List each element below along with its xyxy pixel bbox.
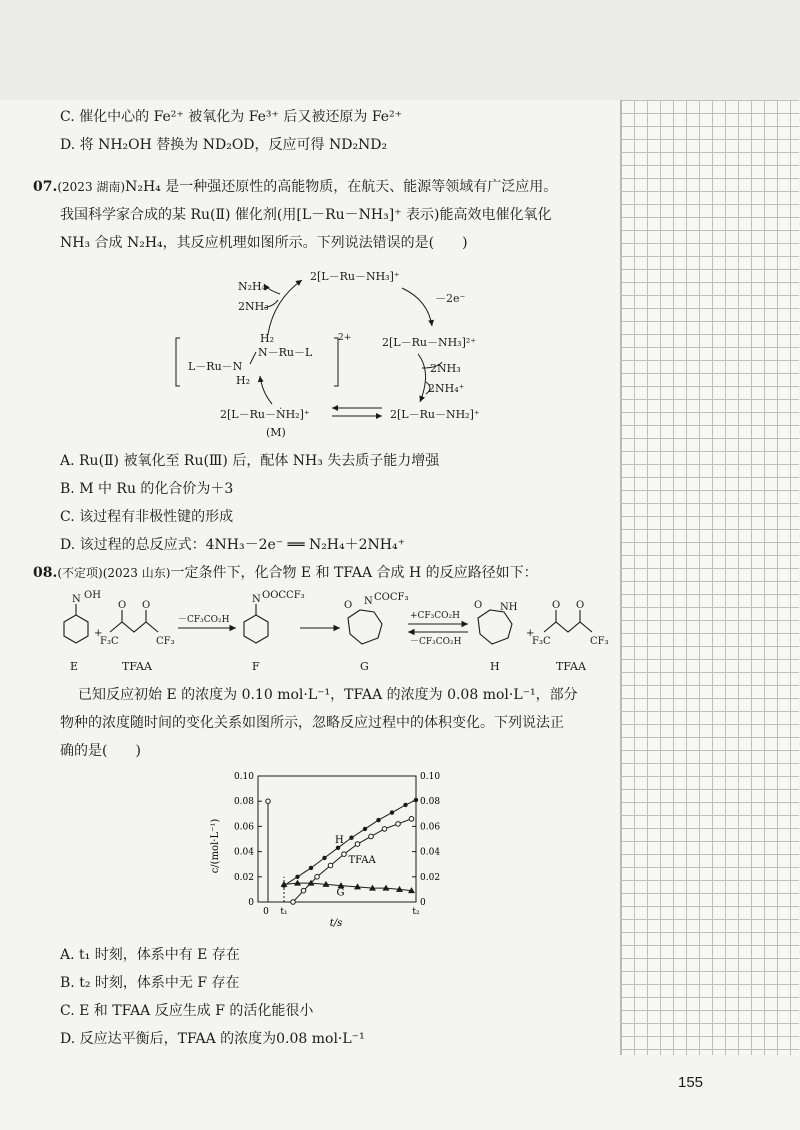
data-point-tfaa [342, 852, 347, 857]
eq-top-label: +CF₃CO₂H [410, 611, 461, 621]
y-tick-label-right: 0.04 [420, 847, 441, 858]
chain-tfaa2 [544, 622, 592, 632]
mech-m-label: (M) [266, 426, 286, 439]
x-tick-label: 0 [263, 907, 269, 917]
series-label-h: H [335, 834, 344, 846]
mech-bottom-right-complex: 2[L－Ru－NH₂]⁺ [390, 408, 480, 421]
q08-option-b: B. t₂ 时刻，体系中无 F 存在 [60, 975, 240, 991]
e-oh: OH [84, 590, 101, 601]
mech-left-bracket-close [334, 338, 338, 386]
y-tick-label-left: 0.10 [233, 772, 254, 782]
q08-option-d: D. 反应达平衡后，TFAA 的浓度为0.08 mol·L⁻¹ [60, 1031, 365, 1047]
data-point-tfaa [291, 900, 296, 905]
data-point-h [336, 846, 340, 850]
mech-out-2nh4: 2NH₄⁺ [428, 382, 465, 395]
mech-n2h4: N₂H₄ [238, 280, 267, 293]
data-point-h [376, 818, 380, 822]
mech-bottom-left-complex: 2[L－Ru－ṄH₂]⁺ [220, 408, 310, 421]
q08-reaction-scheme [48, 588, 620, 680]
y-tick-label-right: 0 [420, 898, 426, 908]
page-number: 155 [678, 1074, 704, 1091]
mech-left-bracket-open [176, 338, 180, 386]
label-tfaa1: TFAA [122, 660, 152, 673]
data-point-tfaa [328, 863, 333, 868]
q08-stem: 一定条件下，化合物 E 和 TFAA 合成 H 的反应路径如下： [170, 565, 538, 581]
data-point-h [349, 836, 353, 840]
mech-left-l-ru-n: L－Ru－N [188, 360, 243, 373]
mech-left-h2-bottom: H₂ [236, 374, 251, 387]
g-o: O [344, 600, 353, 611]
y-tick-label-right: 0.10 [420, 772, 441, 782]
mech-n2h4-out-branch [264, 284, 280, 294]
q08-para-line3: 确的是( ) [60, 743, 141, 759]
label-tfaa2: TFAA [556, 660, 586, 673]
chart-y-label: c/(mol·L⁻¹) [210, 818, 221, 874]
y-tick-label-left: 0.06 [233, 822, 254, 833]
q07-option-b: B. M 中 Ru 的化合价为＋3 [60, 481, 234, 497]
y-tick-label-right: 0.06 [420, 822, 441, 833]
mech-minus-2e: －2e⁻ [435, 292, 466, 305]
plus-1: + [94, 628, 103, 639]
mech-left-n-ru-l: N－Ru－L [258, 346, 313, 359]
q08-option-a: A. t₁ 时刻，体系中有 E 存在 [60, 947, 240, 963]
mech-arrow-top-right [402, 288, 432, 326]
tfaa1-o2: O [142, 600, 151, 611]
data-point-tfaa [396, 822, 401, 827]
q07-stem-line3: NH₃ 合成 N₂H₄，其反应机理如图所示。下列说法错误的是( ) [60, 235, 468, 251]
label-f: F [252, 660, 260, 673]
q07-option-c: C. 该过程有非极性键的形成 [60, 509, 234, 525]
h-o: O [474, 600, 483, 611]
data-point-tfaa [315, 875, 320, 880]
mech-n-n-bond [250, 352, 256, 364]
y-tick-label-left: 0.08 [233, 797, 254, 808]
data-point-h [390, 810, 394, 814]
y-tick-label-left: 0.02 [233, 872, 254, 883]
prev-option-d: D. 将 NH₂OH 替换为 ND₂OD，反应可得 ND₂ND₂ [60, 137, 388, 153]
e-n-atom: N [72, 594, 81, 605]
f-n-atom: N [252, 594, 261, 605]
x-tick-label: t₂ [412, 907, 420, 917]
ring-g [348, 610, 382, 644]
mech-arrow-right-down [418, 354, 426, 402]
q08-option-c: C. E 和 TFAA 反应生成 F 的活化能很小 [60, 1003, 314, 1019]
label-g: G [360, 660, 369, 673]
chain-tfaa1 [110, 622, 158, 632]
q07-stem-line2: 我国科学家合成的某 Ru(Ⅱ) 催化剂(用[L－Ru－NH₃]⁺ 表示)能高效电催化氧化 [60, 207, 552, 223]
q08-first-line [33, 564, 538, 582]
q08-para-line2: 物种的浓度随时间的变化关系如图所示，忽略反应过程中的体积变化。下列说法正 [60, 715, 564, 731]
q08-concentration-chart [210, 766, 460, 936]
eq-bottom-label: －CF₃CO₂H [410, 637, 462, 647]
y-tick-label-left: 0 [248, 898, 254, 908]
q07-first-line [33, 178, 557, 196]
data-point-h [363, 827, 367, 831]
mech-arrow-dimer-to-top [268, 280, 302, 334]
q08-number: 08. [33, 565, 58, 581]
mech-in-2nh3: 2NH₃ [430, 362, 461, 375]
data-point-tfaa [355, 842, 360, 847]
tfaa2-o2: O [576, 600, 585, 611]
ring-e [64, 615, 88, 643]
q07-source: (2023 湖南) [57, 180, 126, 194]
mech-left-charge: 2+ [338, 333, 352, 343]
ring-f [244, 615, 268, 643]
series-line-h [284, 800, 416, 886]
f-ooccf3: OOCCF₃ [262, 590, 305, 601]
data-point-tfaa [382, 827, 387, 832]
prev-option-c: C. 催化中心的 Fe²⁺ 被氧化为 Fe³⁺ 后又被还原为 Fe²⁺ [60, 109, 403, 125]
mech-top-complex: 2[L－Ru－NH₃]⁺ [310, 270, 400, 283]
tfaa1-f3c: F₃C [100, 636, 119, 647]
q07-option-a: A. Ru(Ⅱ) 被氧化至 Ru(Ⅲ) 后，配体 NH₃ 失去质子能力增强 [60, 453, 440, 469]
x-tick-label: t₁ [280, 907, 288, 917]
data-point-h [322, 856, 326, 860]
grid-note-margin [620, 100, 799, 1055]
series-label-g: G [336, 887, 345, 899]
y-tick-label-right: 0.08 [420, 797, 441, 808]
mech-left-h2-top: H₂ [260, 332, 275, 345]
tfaa1-cf3: CF₃ [156, 636, 175, 647]
q08-source: (不定项)(2023 山东) [57, 566, 171, 580]
top-margin [0, 0, 800, 100]
tfaa1-o1: O [118, 600, 127, 611]
data-point-h [309, 866, 313, 870]
y-tick-label-right: 0.02 [420, 872, 441, 883]
g-n-atom: N [364, 596, 373, 607]
h-nh: NH [500, 602, 518, 613]
label-h: H [490, 660, 500, 673]
chart-x-label: t/s [329, 918, 343, 929]
q07-number: 07. [33, 179, 58, 195]
ring-h [478, 610, 512, 644]
mech-right-complex: 2[L－Ru－NH₃]²⁺ [382, 336, 477, 349]
g-coccf3: COCF₃ [374, 592, 409, 603]
data-point-h [414, 798, 418, 802]
tfaa2-o1: O [552, 600, 561, 611]
data-point-tfaa [301, 888, 306, 893]
label-e: E [70, 660, 79, 673]
mech-nh3-in: 2NH₃ [238, 300, 269, 313]
mech-arrow-m-to-dimer [260, 376, 272, 404]
step1-label: －CF₃CO₂H [178, 615, 230, 625]
q08-para-line1: 已知反应初始 E 的浓度为 0.10 mol·L⁻¹，TFAA 的浓度为 0.08 mol·L⁻¹，部分 [78, 687, 578, 703]
data-point-tfaa [369, 834, 374, 839]
data-point-g [294, 880, 301, 886]
data-point-h [295, 875, 299, 879]
tfaa2-cf3: CF₃ [590, 636, 609, 647]
data-point-tfaa [409, 817, 414, 822]
tfaa-initial-point [266, 799, 270, 803]
plus-2: + [526, 628, 535, 639]
q07-option-d: D. 该过程的总反应式：4NH₃－2e⁻ ══ N₂H₄＋2NH₄⁺ [60, 537, 405, 553]
series-label-tfaa: TFAA [348, 854, 376, 866]
q07-stem-line1: N₂H₄ 是一种强还原性的高能物质，在航天、能源等领域有广泛应用。 [125, 179, 558, 195]
data-point-h [403, 803, 407, 807]
q07-mechanism-diagram [170, 264, 510, 448]
y-tick-label-left: 0.04 [233, 847, 254, 858]
tfaa2-f3c: F₃C [532, 636, 551, 647]
